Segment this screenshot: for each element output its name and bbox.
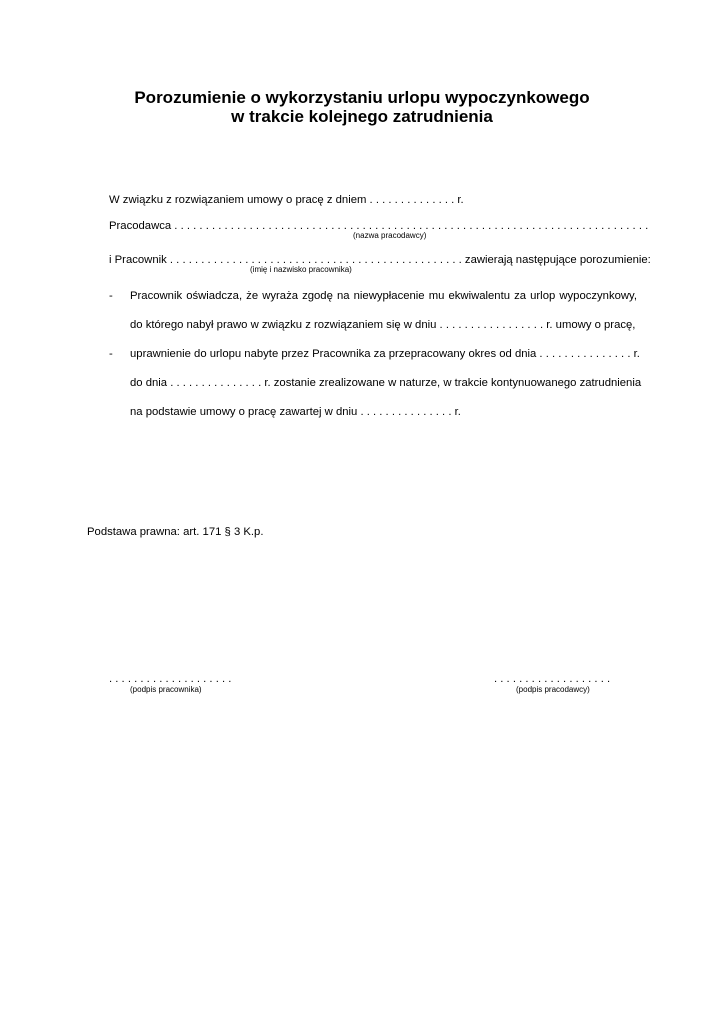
employer-signature-line: . . . . . . . . . . . . . . . . . . . [494,673,611,685]
employee-signature-label: (podpis pracownika) [130,685,202,694]
item1-line2: do którego nabył prawo w związku z rozwiązaniem się w dniu . . . . . . . . . . . . . . . . . r. umowy o pracę, [130,319,636,331]
termination-date-line: W związku z rozwiązaniem umowy o pracę z dniem . . . . . . . . . . . . . . r. [109,194,464,206]
item2-line3: na podstawie umowy o pracę zawartej w dniu . . . . . . . . . . . . . . . r. [130,406,461,418]
employer-line: Pracodawca . . . . . . . . . . . . . . . . . . . . . . . . . . . . . . . . . . . . . . . . . . . . . . . . . . . . . . . . . . . . . . . . . . . . . . . . . . . . [109,220,649,232]
item1-line1: Pracownik oświadcza, że wyraża zgodę na niewypłacenie mu ekwiwalentu za urlop wypoczynkowy, [130,290,637,302]
employee-line: i Pracownik . . . . . . . . . . . . . . . . . . . . . . . . . . . . . . . . . . . . . . . . . . . . . . . zawierają następujące porozumienie: [109,254,651,266]
document-title-line2: w trakcie kolejnego zatrudnienia [231,107,493,126]
item2-line1: uprawnienie do urlopu nabyte przez Pracownika za przepracowany okres od dnia . . . . . . . . . . . . . . . r. [130,348,640,360]
employee-caption: (imię i nazwisko pracownika) [250,265,352,274]
bullet-dash-1: - [109,290,113,302]
document-title-line1: Porozumienie o wykorzystaniu urlopu wypoczynkowego [134,88,590,107]
legal-basis: Podstawa prawna: art. 171 § 3 K.p. [87,526,264,538]
employer-caption: (nazwa pracodawcy) [353,231,427,240]
employer-signature-label: (podpis pracodawcy) [516,685,590,694]
bullet-dash-2: - [109,348,113,360]
item2-line2: do dnia . . . . . . . . . . . . . . . r. zostanie zrealizowane w naturze, w trakcie kontynuowanego zatrudnienia [130,377,642,389]
employee-signature-line: . . . . . . . . . . . . . . . . . . . . [109,673,232,685]
